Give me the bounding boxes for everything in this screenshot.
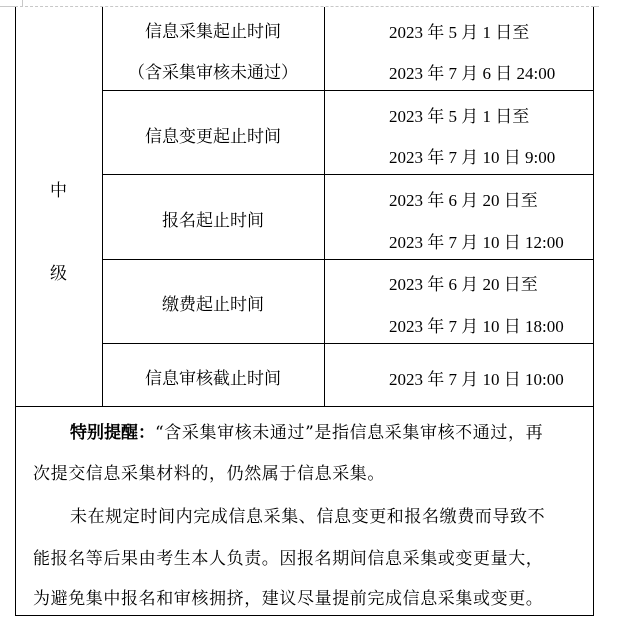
row-1-item: 信息采集起止时间 bbox=[145, 22, 281, 42]
notice-para-1-line-1 bbox=[70, 418, 543, 443]
row-3-end-date: 2023 年 7 月 10 日 12:00 bbox=[389, 233, 564, 252]
row-divider-4 bbox=[102, 343, 594, 344]
corner-mark-horizontal bbox=[0, 6, 15, 7]
corner-mark-right bbox=[594, 6, 599, 7]
row-5-item: 信息审核截止时间 bbox=[145, 369, 281, 389]
row-1-end-date: 2023 年 7 月 6 日 24:00 bbox=[389, 64, 556, 83]
notice-para-2-line-3: 为避免集中报名和审核拥挤，建议尽量提前完成信息采集或变更。 bbox=[33, 589, 544, 609]
notice-para-1-text: “含采集审核未通过”是指信息采集审核不通过，再 bbox=[155, 423, 544, 443]
row-2-start-date: 2023 年 5 月 1 日至 bbox=[389, 107, 530, 126]
row-4-item: 缴费起止时间 bbox=[162, 295, 264, 315]
notice-title: 特别提醒： bbox=[70, 423, 155, 443]
notice-para-2-line-2: 能报名等后果由考生本人负责。因报名期间信息采集或变更量大， bbox=[33, 549, 544, 569]
column-divider-2 bbox=[324, 7, 325, 406]
notice-para-2-line-1: 未在规定时间内完成信息采集、信息变更和报名缴费而导致不 bbox=[70, 507, 546, 527]
row-2-item: 信息变更起止时间 bbox=[145, 127, 281, 147]
level-label-char-1: 中 bbox=[50, 181, 67, 201]
row-2-end-date: 2023 年 7 月 10 日 9:00 bbox=[389, 148, 556, 167]
row-3-item: 报名起止时间 bbox=[162, 211, 264, 231]
notice-para-1-line-2: 次提交信息采集材料的，仍然属于信息采集。 bbox=[33, 464, 385, 484]
row-1-start-date: 2023 年 5 月 1 日至 bbox=[389, 23, 530, 42]
level-label-char-2: 级 bbox=[50, 264, 67, 284]
row-divider-1 bbox=[102, 90, 594, 91]
row-4-start-date: 2023 年 6 月 20 日至 bbox=[389, 275, 538, 294]
row-4-end-date: 2023 年 7 月 10 日 18:00 bbox=[389, 317, 564, 336]
row-divider-2 bbox=[102, 174, 594, 175]
row-1-item-note: （含采集审核未通过） bbox=[128, 63, 298, 83]
row-3-start-date: 2023 年 6 月 20 日至 bbox=[389, 191, 538, 210]
row-divider-3 bbox=[102, 259, 594, 260]
row-5-deadline: 2023 年 7 月 10 日 10:00 bbox=[389, 370, 564, 389]
